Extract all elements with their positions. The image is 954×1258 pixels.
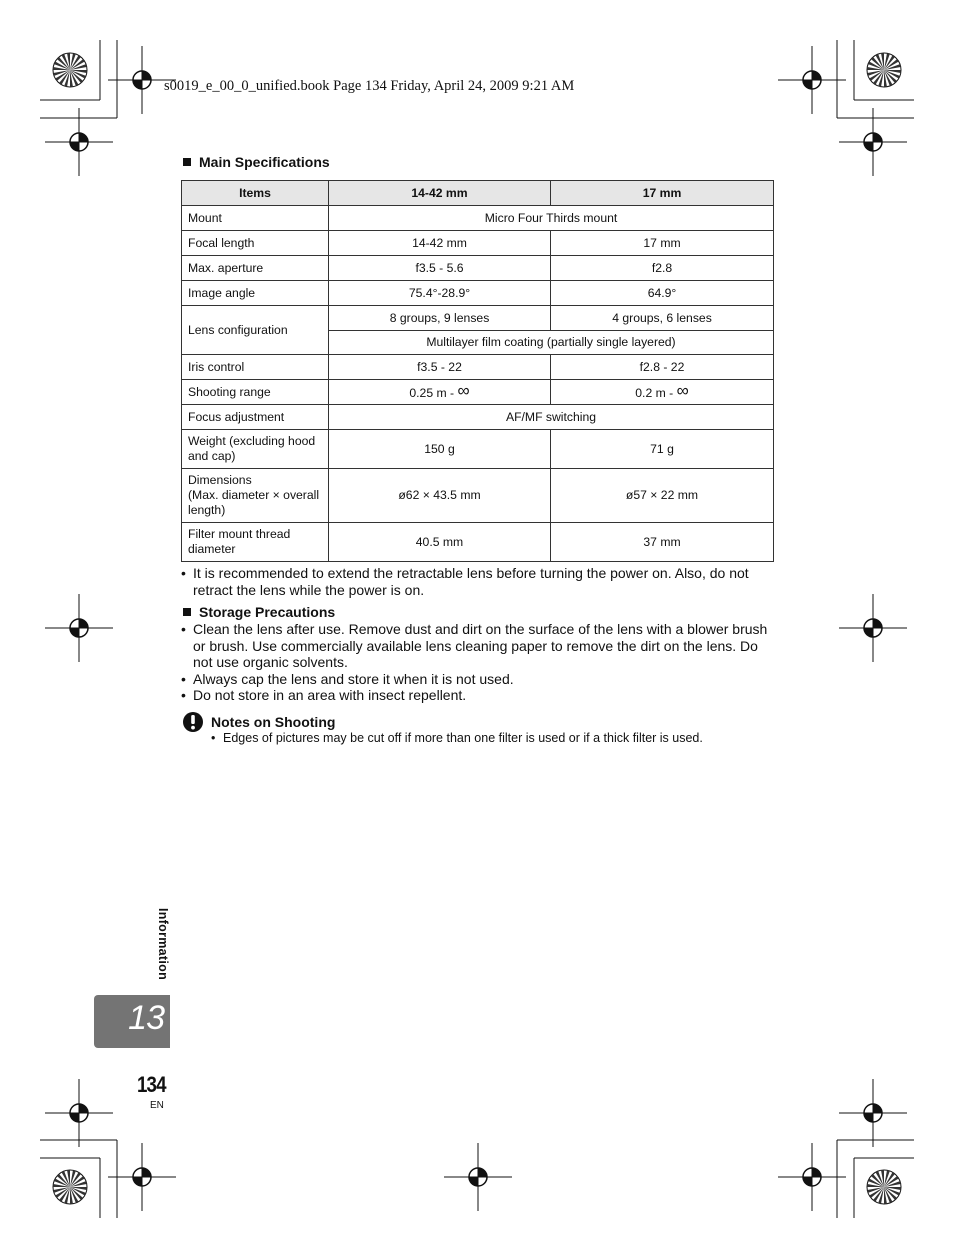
row-label: Lens configuration [182,306,329,355]
infinity-symbol: ∞ [676,380,689,400]
list-item: • It is recommended to extend the retractable lens before turning the power on. Also, do not retract the lens while the power is on. [181,565,749,598]
square-bullet-icon [183,158,191,166]
cell-value: 150 g [329,430,551,469]
storage-heading: Storage Precautions [183,604,335,620]
square-bullet-icon [183,608,191,616]
row-label: Weight (excluding hood and cap) [182,430,329,469]
table-row [182,430,774,469]
cell-value: f2.8 - 22 [551,355,774,380]
table-row [182,469,774,523]
cell-value: 14-42 mm [329,231,551,256]
list-item: • Clean the lens after use. Remove dust and dirt on the surface of the lens with a blower brush or brush. Use commercially available lens cleaning paper to remove the dirt on the lens. Do not use organic solvents. [181,621,768,670]
col-header-17: 17 mm [551,181,774,206]
table-row [182,355,774,380]
row-label: Focus adjustment [182,405,329,430]
table-row [182,206,774,231]
cell-value: f2.8 [551,256,774,281]
row-label: Focal length [182,231,329,256]
spec-note [181,565,771,598]
cell-value: 0.25 m - ∞ [329,380,551,405]
cell-value: AF/MF switching [329,405,774,430]
main-spec-heading: Main Specifications [183,154,330,170]
cell-value: 4 groups, 6 lenses [551,306,774,331]
table-row [182,380,774,405]
exclamation-icon [182,711,204,738]
col-header-14-42: 14-42 mm [329,181,551,206]
row-label: Image angle [182,281,329,306]
row-label: Filter mount thread diameter [182,523,329,562]
cell-value: 17 mm [551,231,774,256]
row-label: Dimensions (Max. diameter × overall length) [182,469,329,523]
chapter-number: 13 [128,999,164,1037]
page-number: 134 [137,1072,166,1097]
list-item: • Edges of pictures may be cut off if more than one filter is used or if a thick filter is used. [211,731,703,745]
row-label: Shooting range [182,380,329,405]
cell-value: ø62 × 43.5 mm [329,469,551,523]
storage-list [181,621,771,704]
cell-value: f3.5 - 22 [329,355,551,380]
print-header: s0019_e_00_0_unified.book Page 134 Friday, April 24, 2009 9:21 AM [164,78,575,94]
row-label: Iris control [182,355,329,380]
table-header-row [182,181,774,206]
spec-table [181,180,774,562]
side-section-label: Information [156,908,170,981]
cell-value: Micro Four Thirds mount [329,206,774,231]
cell-value: 75.4°-28.9° [329,281,551,306]
cell-value: 8 groups, 9 lenses [329,306,551,331]
notes-list [211,731,771,745]
cell-value: 71 g [551,430,774,469]
table-row [182,256,774,281]
notes-heading: Notes on Shooting [211,714,336,730]
col-header-items: Items [182,181,329,206]
cell-value: Multilayer film coating (partially single layered) [329,331,774,355]
infinity-symbol: ∞ [457,380,470,400]
table-row [182,523,774,562]
row-label: Max. aperture [182,256,329,281]
table-row [182,306,774,331]
cell-value: 37 mm [551,523,774,562]
list-item: • Always cap the lens and store it when it is not used. [181,670,514,687]
table-row [182,231,774,256]
chapter-tab [94,995,170,1048]
list-item: • Do not store in an area with insect repellent. [181,687,467,703]
cell-value: 40.5 mm [329,523,551,562]
cell-value: ø57 × 22 mm [551,469,774,523]
cell-value: 64.9° [551,281,774,306]
cell-value: f3.5 - 5.6 [329,256,551,281]
table-row [182,405,774,430]
table-row [182,281,774,306]
row-label: Mount [182,206,329,231]
page-language: EN [150,1100,164,1111]
cell-value: 0.2 m - ∞ [551,380,774,405]
